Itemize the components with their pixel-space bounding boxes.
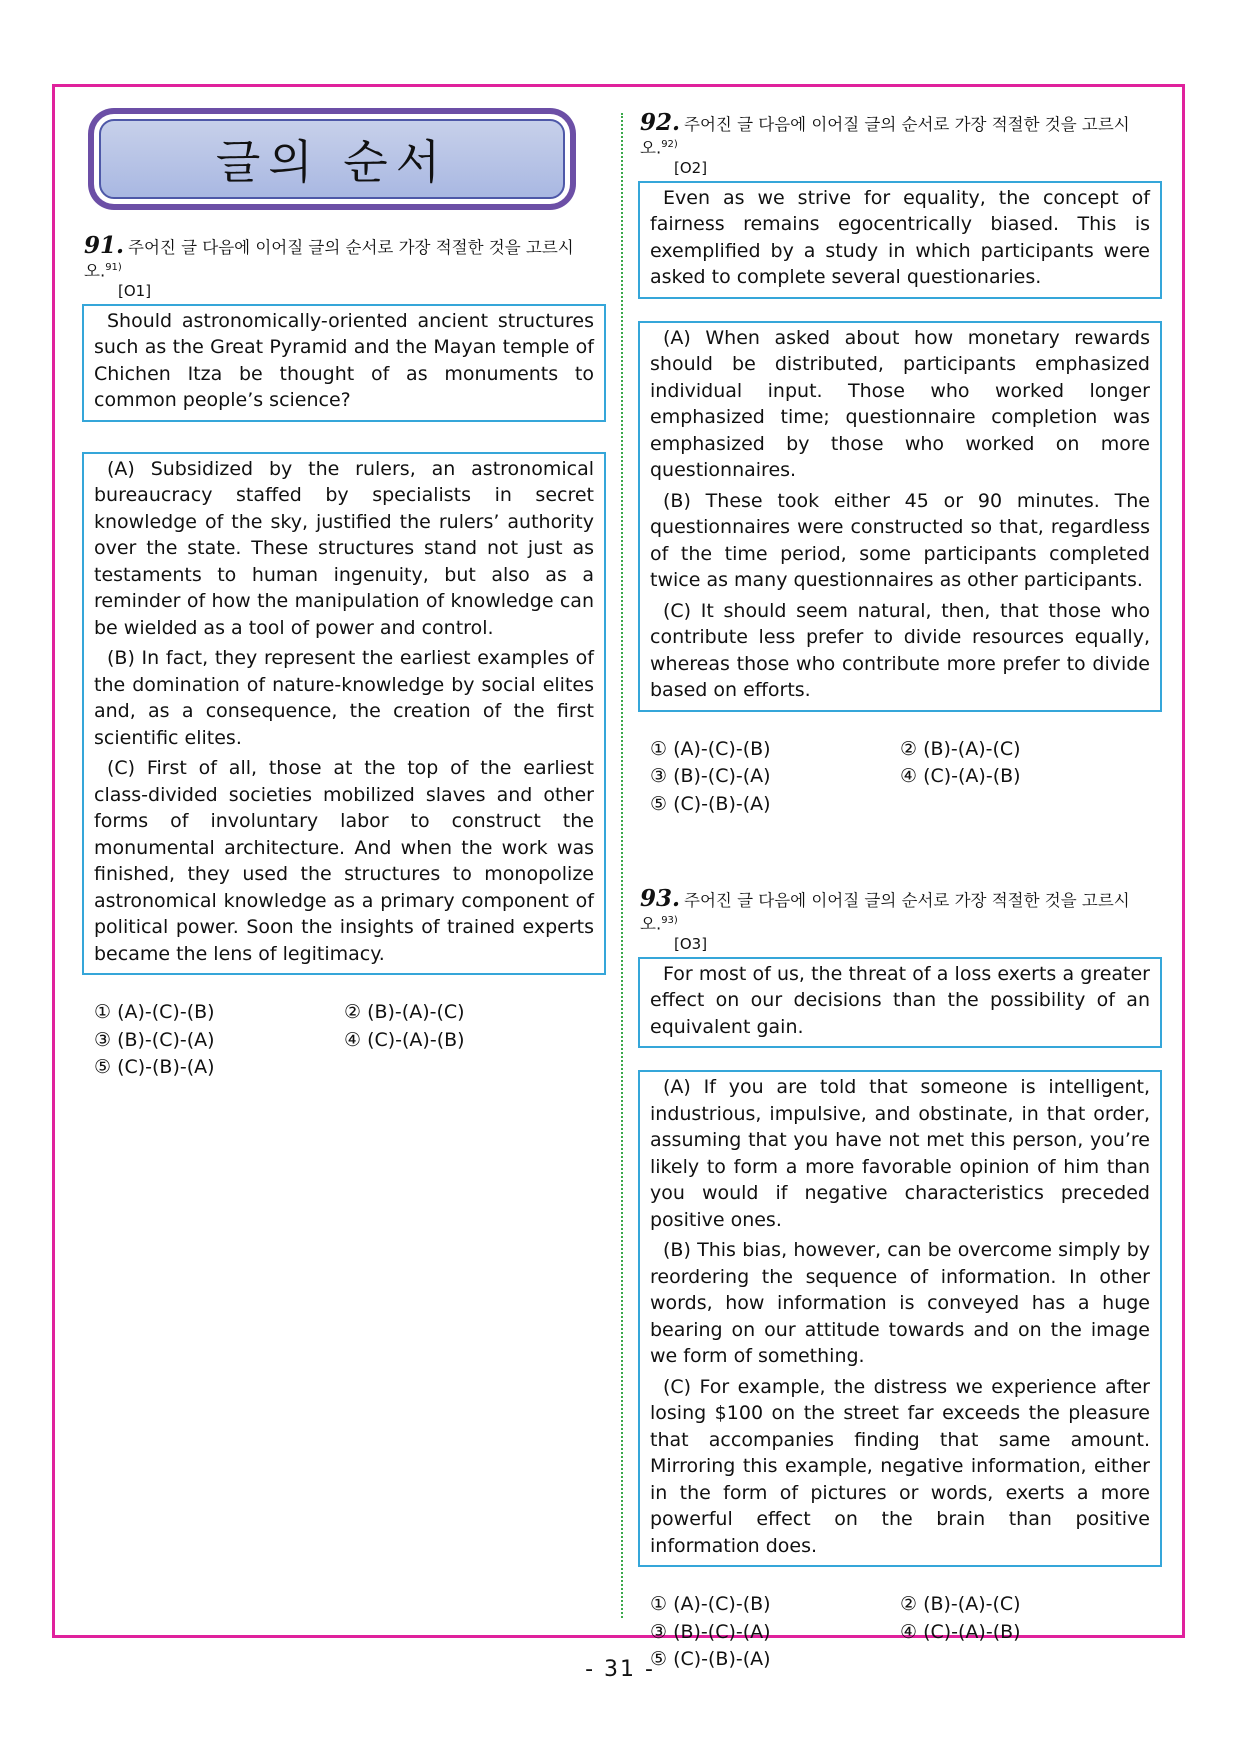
question-header xyxy=(640,109,1162,159)
column-divider xyxy=(621,113,623,1618)
choice-5[interactable]: ⑤ (C)-(B)-(A) xyxy=(650,1648,771,1670)
question-number: 93. xyxy=(640,885,681,912)
given-passage-box xyxy=(82,304,606,422)
question-number: 91. xyxy=(84,232,125,259)
question-91 xyxy=(82,232,606,1081)
question-header xyxy=(84,232,606,282)
passage-b: (B) This bias, however, can be overcome simply by reordering the sequence of information. In other words, how information is conveyed has a huge bearing on our attitude towards and on the image we form of something. xyxy=(650,1239,1150,1367)
answer-choices xyxy=(94,999,606,1081)
choice-4[interactable]: ④ (C)-(A)-(B) xyxy=(900,765,1021,787)
left-column xyxy=(82,108,606,1081)
question-code: [O3] xyxy=(674,934,708,953)
question-prompt: 주어진 글 다음에 이어질 글의 순서로 가장 적절한 것을 고르시오. xyxy=(84,238,574,281)
choice-1[interactable]: ① (A)-(C)-(B) xyxy=(94,1001,215,1023)
options-passage-box xyxy=(638,1070,1162,1567)
footnote-marker: 91) xyxy=(105,262,122,273)
choice-2[interactable]: ② (B)-(A)-(C) xyxy=(900,737,1021,760)
footnote-marker: 93) xyxy=(661,915,678,926)
choice-3[interactable]: ③ (B)-(C)-(A) xyxy=(94,1028,215,1051)
choice-1[interactable]: ① (A)-(C)-(B) xyxy=(650,737,771,760)
given-passage: Even as we strive for equality, the concept of fairness remains egocentrically biased. This is exemplified by a study in which participants were asked to complete several questionaries. xyxy=(650,186,1150,288)
section-title: 글의 순서 xyxy=(215,135,449,189)
choice-4[interactable]: ④ (C)-(A)-(B) xyxy=(344,1028,465,1051)
passage-a: (A) Subsidized by the rulers, an astronomical bureaucracy staffed by specialists in secret knowledge of the sky, justified the rulers’ authority over the state. These structures stand not just as testaments to human ingenuity, but also as a reminder of how the manipulation of knowledge can be wielded as a tool of power and control. xyxy=(94,457,594,639)
question-code: [O2] xyxy=(674,158,708,177)
page-number: - 31 - xyxy=(585,1657,655,1682)
passage-a: (A) When asked about how monetary rewards should be distributed, participants emphasized individual input. Those who worked longer emphasized time; questionnaire completion was emphasized by those who worked on more questionnaires. xyxy=(650,326,1150,481)
question-prompt: 주어진 글 다음에 이어질 글의 순서로 가장 적절한 것을 고르시오. xyxy=(640,115,1130,158)
options-passage-box xyxy=(638,321,1162,712)
footnote-marker: 92) xyxy=(661,139,678,150)
options-passage-box xyxy=(82,452,606,976)
passage-c: (C) For example, the distress we experience after losing $100 on the street far exceeds the pleasure that accompanies finding that same amount. Mirroring this example, negative information, either in the form of pictures or words, exerts a more powerful effect on the brain than positive information does. xyxy=(650,1375,1150,1557)
answer-choices xyxy=(650,736,1162,818)
right-column xyxy=(638,109,1162,1673)
choice-2[interactable]: ② (B)-(A)-(C) xyxy=(900,1593,1021,1615)
given-passage: Should astronomically-oriented ancient structures such as the Great Pyramid and the Mayan temple of Chichen Itza be thought of as monuments to common people’s science? xyxy=(94,309,594,411)
given-passage-box xyxy=(638,181,1162,299)
given-passage: For most of us, the threat of a loss exerts a greater effect on our decisions than the possibility of an equivalent gain. xyxy=(650,962,1150,1038)
choice-3[interactable]: ③ (B)-(C)-(A) xyxy=(650,1620,771,1643)
question-number: 92. xyxy=(640,109,681,136)
passage-a: (A) If you are told that someone is intelligent, industrious, impulsive, and obstinate, in that order, assuming that you have not met this person, you’re likely to form a more favorable opinion of him than you would if negative characteristics preceded positive ones. xyxy=(650,1076,1150,1231)
passage-b: (B) These took either 45 or 90 minutes. The questionnaires were constructed so that, regardless of the time period, some participants completed twice as many questionnaires as other participants. xyxy=(650,489,1150,591)
choice-2[interactable]: ② (B)-(A)-(C) xyxy=(344,1001,465,1023)
choice-1[interactable]: ① (A)-(C)-(B) xyxy=(650,1593,771,1615)
section-banner xyxy=(88,108,576,210)
passage-c: (C) It should seem natural, then, that those who contribute less prefer to divide resources equally, whereas those who contribute more prefer to divide based on efforts. xyxy=(650,599,1150,701)
choice-5[interactable]: ⑤ (C)-(B)-(A) xyxy=(650,792,771,815)
question-header xyxy=(640,885,1162,935)
choice-4[interactable]: ④ (C)-(A)-(B) xyxy=(900,1620,1021,1643)
given-passage-box xyxy=(638,957,1162,1049)
question-93 xyxy=(638,885,1162,1673)
passage-c: (C) First of all, those at the top of the earliest class-divided societies mobilized slaves and other forms of involuntary labor to construct the monumental architecture. And when the work was finished, they used the structures to monopolize astronomical knowledge as a primary component of political power. Soon the insights of trained experts became the lens of legitimacy. xyxy=(94,757,594,965)
choice-3[interactable]: ③ (B)-(C)-(A) xyxy=(650,765,771,787)
question-prompt: 주어진 글 다음에 이어질 글의 순서로 가장 적절한 것을 고르시오. xyxy=(640,891,1130,934)
passage-b: (B) In fact, they represent the earliest examples of the domination of nature-knowledge by social elites and, as a consequence, the creation of the first scientific elites. xyxy=(94,647,594,749)
question-code: [O1] xyxy=(118,281,152,300)
choice-5[interactable]: ⑤ (C)-(B)-(A) xyxy=(94,1056,215,1078)
question-92 xyxy=(638,109,1162,817)
